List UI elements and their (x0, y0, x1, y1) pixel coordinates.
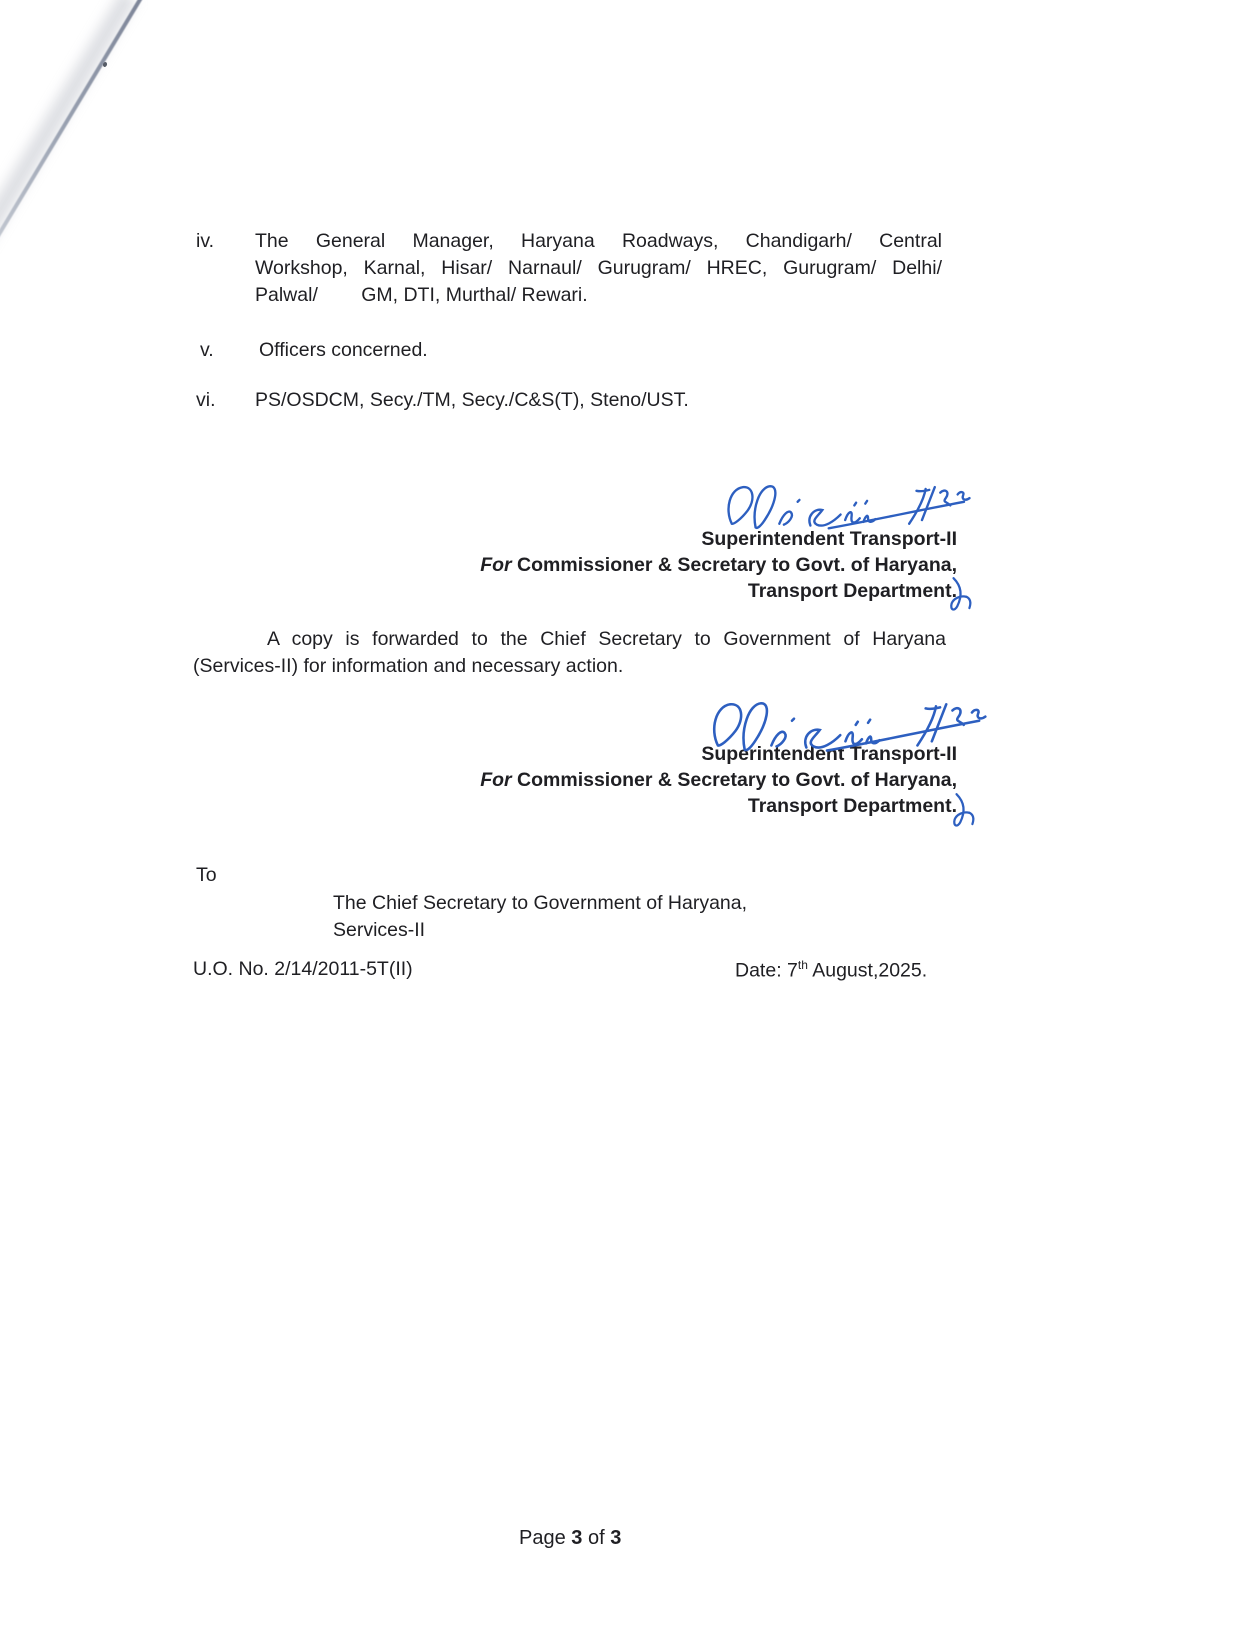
scan-fold-halo (0, 0, 142, 265)
signatory-department: Transport Department. (747, 795, 957, 817)
forwarded-line: (Services-II) for information and necessary action. (193, 655, 624, 677)
recipient-line: Palwal/ GM, DTI, Murthal/ Rewari. (255, 284, 588, 306)
date-line: Date: 7th August,2025. (735, 958, 928, 982)
footer-word-of: of (587, 1527, 605, 1549)
signatory-title: Superintendent Transport-II (701, 528, 957, 550)
handwritten-signature (695, 694, 1000, 766)
signatory-authority: For Commissioner & Secretary to Govt. of Haryana, (480, 554, 957, 576)
recipient-item-iv (196, 228, 942, 309)
to-label: To (196, 864, 217, 886)
recipient-line: Officers concerned. (259, 339, 428, 361)
handwritten-flourish (950, 790, 978, 832)
recipient-item-vi (196, 387, 942, 414)
list-marker: vi. (196, 389, 216, 411)
for-word: For (480, 554, 512, 576)
recipient-line: PS/OSDCM, Secy./TM, Secy./C&S(T), Steno/UST. (255, 389, 689, 411)
signatory-department: Transport Department. (747, 580, 957, 602)
forwarded-note (193, 626, 946, 680)
footer-page-total: 3 (610, 1527, 622, 1549)
scan-fold-line (0, 0, 144, 249)
scan-speck (102, 61, 107, 67)
to-address (333, 890, 747, 944)
signatory-title: Superintendent Transport-II (701, 743, 957, 765)
recipient-line: The General Manager, Haryana Roadways, Chandigarh/ Central (255, 230, 942, 252)
recipient-item-v (200, 337, 946, 364)
to-address-line: The Chief Secretary to Government of Haryana, (333, 892, 748, 914)
footer-word-page: Page (519, 1527, 566, 1549)
handwritten-signature (712, 478, 982, 542)
to-address-line: Services-II (333, 919, 426, 941)
forwarded-line: A copy is forwarded to the Chief Secretary to Government of Haryana (267, 628, 946, 650)
uo-number: U.O. No. 2/14/2011-5T(II) (193, 958, 413, 980)
page-number-footer (519, 1526, 621, 1550)
recipient-line: Workshop, Karnal, Hisar/ Narnaul/ Gurugram/ HREC, Gurugram/ Delhi/ (255, 257, 942, 279)
handwritten-flourish (947, 574, 975, 616)
signatory-authority: For Commissioner & Secretary to Govt. of Haryana, (480, 769, 957, 791)
ordinal-suffix: th (797, 958, 808, 972)
list-marker: iv. (196, 230, 215, 252)
for-word: For (480, 769, 512, 791)
footer-page-number: 3 (571, 1527, 583, 1549)
list-marker: v. (200, 339, 214, 361)
